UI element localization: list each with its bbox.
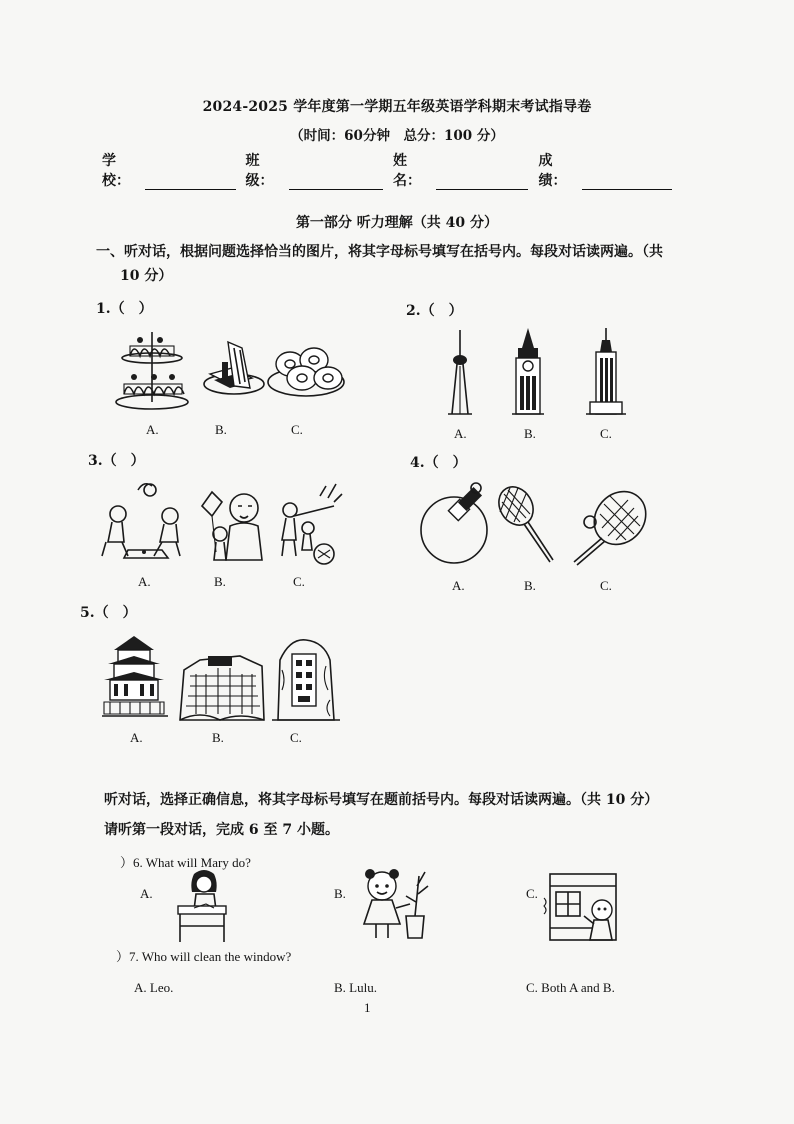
- big-ben-picture: [512, 328, 544, 414]
- q6-option-a[interactable]: A.: [140, 886, 153, 901]
- q4-option-a[interactable]: A.: [452, 578, 465, 593]
- class-blank[interactable]: [289, 175, 383, 190]
- carved-rock-picture: [272, 640, 340, 720]
- q6-option-b[interactable]: B.: [334, 886, 346, 901]
- name-blank[interactable]: [436, 175, 528, 190]
- family-dragon-boat-picture: [282, 484, 342, 564]
- q2-number[interactable]: 2.（ ）: [406, 303, 463, 319]
- tv-tower-picture: [448, 330, 472, 414]
- q3-option-c[interactable]: C.: [293, 574, 305, 589]
- score-field: [538, 150, 672, 190]
- tower-pavilion-picture: [102, 636, 168, 716]
- q4-option-c[interactable]: C.: [600, 578, 612, 593]
- q6-text: 6. What will Mary do?: [133, 855, 251, 870]
- q3-number[interactable]: 3.（ ）: [88, 453, 145, 469]
- q6-option-c[interactable]: C.: [526, 886, 538, 901]
- potala-palace-picture: [180, 656, 264, 720]
- name-field: [393, 150, 528, 190]
- q1-option-a[interactable]: A.: [146, 422, 159, 437]
- score-blank[interactable]: [582, 175, 672, 190]
- exam-subtitle: （时间：60分钟 总分：100 分）: [290, 128, 504, 144]
- section1-instruction: [96, 240, 696, 288]
- page-number: 1: [364, 1000, 371, 1015]
- section2-instruction: 听对话，选择正确信息，将其字母标号填写在题前括号内。每段对话读两遍。（共 10 分）: [104, 792, 659, 808]
- q4-option-b[interactable]: B.: [524, 578, 536, 593]
- q5-option-c[interactable]: C.: [290, 730, 302, 745]
- school-label: 学校：: [102, 153, 130, 189]
- q5-pictures: [100, 630, 348, 724]
- q7-option-a[interactable]: A. Leo.: [134, 980, 174, 995]
- q1-option-b[interactable]: B.: [215, 422, 227, 437]
- q6-bracket[interactable]: ）: [120, 855, 134, 870]
- q7-question: [116, 946, 291, 965]
- empire-state-picture: [586, 328, 626, 414]
- sandwich-picture: [204, 342, 264, 394]
- q4-pictures: [414, 482, 654, 572]
- girl-at-window-picture: [542, 868, 624, 946]
- class-label: 班级：: [245, 153, 274, 189]
- q7-bracket[interactable]: ）: [116, 949, 130, 964]
- q1-number[interactable]: 1.（ ）: [96, 301, 153, 317]
- section1-instruction-line1: 一、听对话，根据问题选择恰当的图片，将其字母标号填写在括号内。每段对话读两遍。（共: [96, 244, 663, 260]
- q7-option-b[interactable]: B. Lulu.: [334, 980, 377, 995]
- tennis-racket-picture: [574, 482, 654, 565]
- q1-pictures: [110, 322, 346, 414]
- student-info-row: [102, 150, 682, 190]
- school-field: [102, 150, 236, 190]
- q3-pictures: [98, 476, 348, 568]
- kids-picnic-picture: [102, 484, 180, 558]
- q1-option-c[interactable]: C.: [291, 422, 303, 437]
- ping-pong-paddle-picture: [421, 483, 487, 563]
- q2-option-a[interactable]: A.: [454, 426, 467, 441]
- q3-option-b[interactable]: B.: [214, 574, 226, 589]
- q5-option-a[interactable]: A.: [130, 730, 143, 745]
- q2-option-c[interactable]: C.: [600, 426, 612, 441]
- score-label: 成绩：: [538, 153, 567, 189]
- q4-number[interactable]: 4.（ ）: [410, 455, 467, 471]
- exam-title: 2024-2025 学年度第一学期五年级英语学科期末考试指导卷: [202, 99, 592, 115]
- section1-instruction-line2: 10 分）: [120, 268, 173, 284]
- school-blank[interactable]: [145, 175, 235, 190]
- q3-option-a[interactable]: A.: [138, 574, 151, 589]
- badminton-racket-picture: [492, 482, 553, 562]
- class-field: [246, 150, 383, 190]
- girl-at-desk-picture: [172, 868, 232, 946]
- q2-option-b[interactable]: B.: [524, 426, 536, 441]
- name-label: 姓名：: [392, 153, 421, 189]
- q5-option-b[interactable]: B.: [212, 730, 224, 745]
- q7-option-c[interactable]: C. Both A and B.: [526, 980, 615, 995]
- section2-sub-instruction: 请听第一段对话，完成 6 至 7 小题。: [104, 822, 339, 838]
- part1-heading: 第一部分 听力理解（共 40 分）: [295, 215, 499, 231]
- old-man-kite-picture: [202, 492, 262, 560]
- q5-number[interactable]: 5.（ ）: [80, 605, 137, 621]
- q7-text: 7. Who will clean the window?: [129, 949, 292, 964]
- q2-pictures: [430, 326, 630, 420]
- girl-watering-plant-picture: [352, 864, 438, 946]
- cupcakes-stand-picture: [116, 332, 188, 409]
- donuts-picture: [268, 348, 344, 396]
